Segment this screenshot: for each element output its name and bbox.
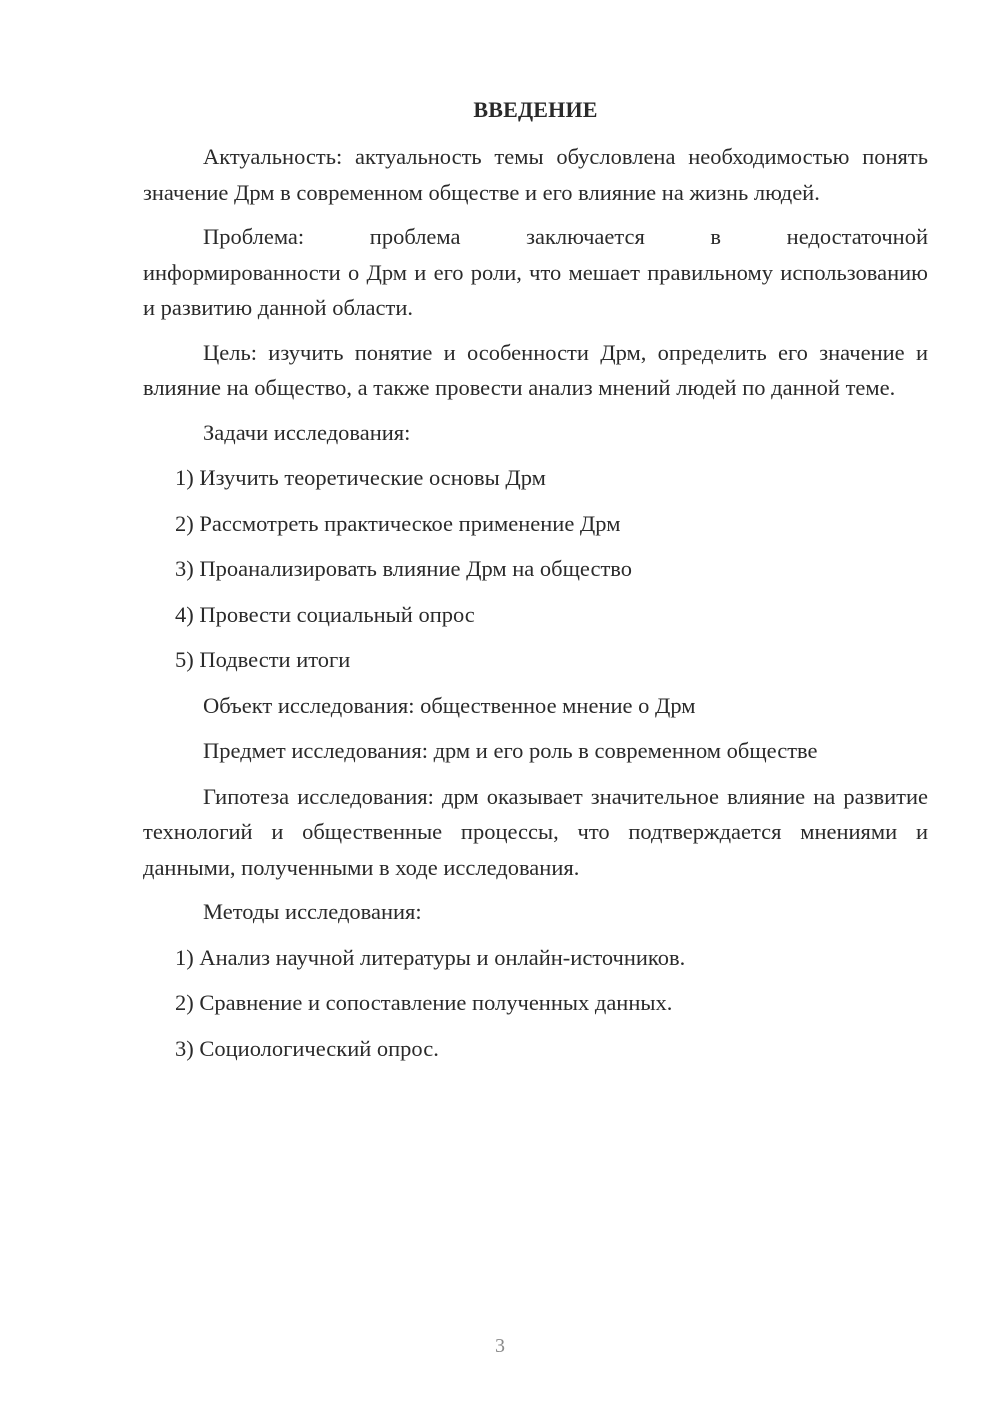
methods-label: Методы исследования: bbox=[203, 899, 422, 924]
hypothesis-paragraph: Гипотеза исследования: дрм оказывает значительное влияние на развитие технологий и общественные процессы, что подтверждается мнениями и данными, полученными в ходе исследования. bbox=[143, 783, 928, 880]
method-item-2: 2) Сравнение и сопоставление полученных данных. bbox=[175, 990, 673, 1015]
task-item-1: 1) Изучить теоретические основы Дрм bbox=[175, 465, 546, 490]
task-item-2: 2) Рассмотреть практическое применение Дрм bbox=[175, 510, 621, 536]
problem-paragraph bbox=[143, 219, 928, 326]
task-item-3: 3) Проанализировать влияние Дрм на общество bbox=[175, 556, 632, 581]
goal-paragraph: Цель: изучить понятие и особенности Дрм, определить его значение и влияние на общество, а также провести анализ мнений людей по данной теме. bbox=[143, 339, 928, 400]
subject-line: Предмет исследования: дрм и его роль в современном обществе bbox=[203, 738, 818, 763]
section-heading: ВВЕДЕНИЕ bbox=[473, 97, 598, 122]
relevance-paragraph: Актуальность: актуальность темы обусловлена необходимостью понять значение Дрм в современном обществе и его влияние на жизнь людей. bbox=[143, 144, 928, 205]
method-item-3: 3) Социологический опрос. bbox=[175, 1035, 439, 1061]
tasks-label: Задачи исследования: bbox=[203, 419, 411, 445]
task-item-4: 4) Провести социальный опрос bbox=[175, 601, 475, 627]
method-item-1: 1) Анализ научной литературы и онлайн-источников. bbox=[175, 944, 686, 970]
document-page bbox=[143, 94, 928, 1076]
object-line: Объект исследования: общественное мнение о Дрм bbox=[203, 692, 696, 718]
task-item-5: 5) Подвести итоги bbox=[175, 647, 351, 672]
problem-first-line: Проблема: проблема заключается в недостаточной bbox=[203, 224, 928, 249]
page-number: 3 bbox=[495, 1335, 505, 1357]
problem-rest: информированности о Дрм и его роли, что мешает правильному использованию и развитию данной области. bbox=[143, 259, 928, 320]
